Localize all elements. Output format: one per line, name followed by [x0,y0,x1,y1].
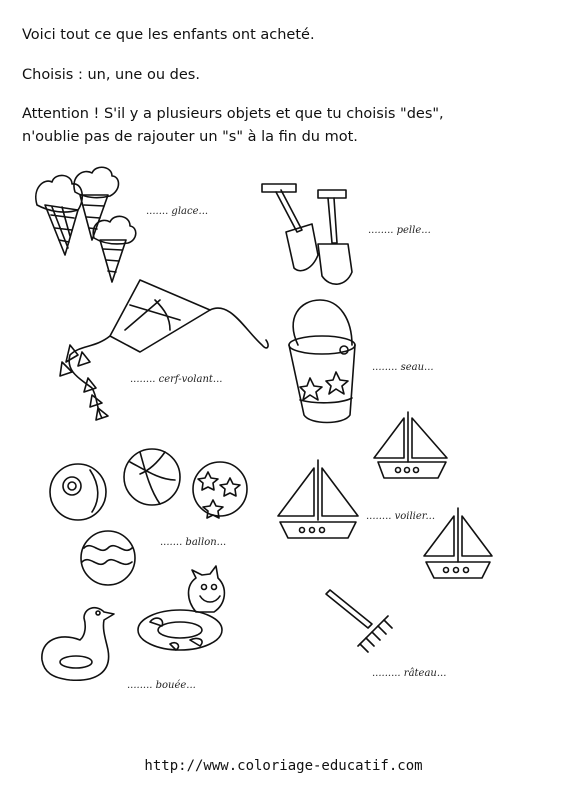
answer-bouee[interactable]: ........ bouée... [127,680,196,691]
answer-pelle[interactable]: ........ pelle... [368,225,431,236]
ice-cream-illustration [36,167,136,282]
shovel-illustration [262,184,352,284]
duck-illustration [42,608,114,681]
footer-url: http://www.coloriage-educatif.com [144,758,423,774]
instruction-line-3: Attention ! S'il y a plusieurs objets et que tu choisis "des", [22,106,444,122]
sailboat-illustration-top [374,412,447,478]
answer-cerf-volant[interactable]: ........ cerf-volant... [130,374,223,385]
bucket-illustration [289,300,355,423]
instruction-line-2: Choisis : un, une ou des. [22,67,200,83]
answer-rateau[interactable]: ......... râteau... [372,668,447,679]
kite-illustration [60,280,268,420]
answer-seau[interactable]: ........ seau... [372,362,434,373]
answer-voilier[interactable]: ........ voilier... [366,511,436,522]
instruction-line-1: Voici tout ce que les enfants ont acheté. [22,27,315,43]
ball-illustrations [50,449,247,585]
sailboat-illustration-middle [278,460,358,538]
rake-illustration [326,590,392,652]
instruction-line-4: n'oublie pas de rajouter un "s" à la fin du mot. [22,129,358,145]
answer-ballon[interactable]: ....... ballon... [160,537,227,548]
answer-glace[interactable]: ....... glace... [146,206,209,217]
float-ring-illustration [138,566,224,650]
